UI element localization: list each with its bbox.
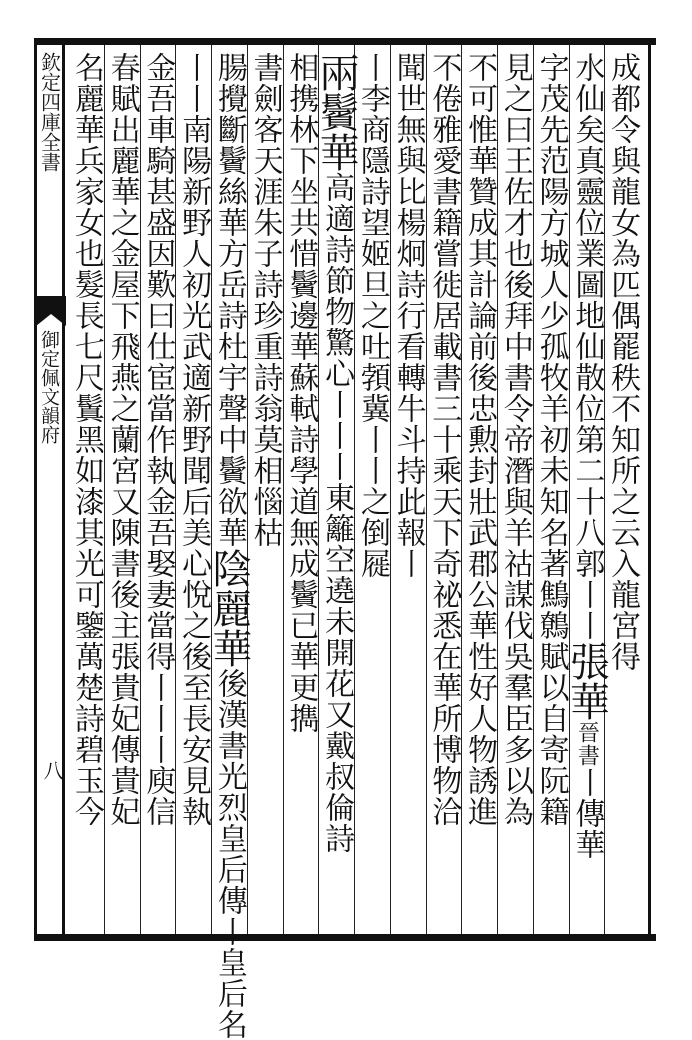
column-text: 腸攪斷鬢絲華方岳詩杜宇聲中鬢欲華 (211, 52, 247, 548)
column-text: 春賦出麗華之金屋下飛燕之蘭宮又陳書後主張貴妃傳貴妃 (104, 52, 140, 827)
source-note: 晉書 (574, 721, 600, 767)
column-text: 丨丨丨 (140, 672, 176, 765)
column-text: 丨 (390, 548, 426, 579)
column-text: 字茂先范陽方城人少孤牧羊初未知名著鷦鷯賦以自寄阮籍 (533, 52, 569, 827)
column-text: 丨傳華 (569, 767, 605, 860)
text-column-2 (563, 52, 610, 860)
column-text: 水仙矣真靈位業圖地仙散位第二十八郭 (569, 52, 605, 579)
column-text: 丨丨丨 (319, 389, 355, 482)
bottom-border (34, 934, 656, 941)
text-column-1 (602, 52, 642, 672)
text-column-13 (173, 52, 213, 827)
column-text: 丨丨南陽新野人初光武適新野聞后美心悅之後至長安見執 (176, 52, 212, 827)
column-text: 不可惟華贊成其計論前後忠勲封壯武郡公華性好人物誘進 (462, 52, 498, 827)
headword: 張華 (563, 641, 610, 721)
text-column-11 (245, 52, 285, 548)
headword: 兩鬢華 (313, 52, 360, 172)
column-text: 見之曰王佐才也後拜中書令帝潛與羊祜謀伐吳羣臣多以為 (497, 52, 533, 827)
text-column-9 (313, 52, 360, 854)
column-text: 金吾車騎甚盛因歎曰仕宦當作執金吾娶妻當得 (140, 52, 176, 672)
margin-title-text: 欽定四庫全書 (37, 52, 62, 172)
column-text: 高適詩節物驚心 (319, 172, 355, 389)
text-column-7 (388, 52, 428, 579)
column-text: 丨丨 (354, 424, 390, 486)
text-column-5 (459, 52, 499, 827)
left-outer-border (34, 38, 37, 941)
right-border (648, 38, 651, 941)
column-text: 書劍客天涯朱子詩珍重詩翁莫相惱枯 (247, 52, 283, 548)
column-text: 丨丨 (569, 579, 605, 641)
margin-title (35, 52, 63, 172)
fishtail-mark-icon (36, 296, 66, 326)
column-text: 不倦雅愛書籍嘗徙居載書三十乘天下奇祕悉在華所博物洽 (426, 52, 462, 827)
top-border (34, 38, 656, 45)
column-text: 丨皇后名 (211, 916, 247, 1040)
column-text: 聞世無與比楊炯詩行看轉牛斗持此報 (390, 52, 426, 548)
text-column-10 (280, 52, 320, 734)
text-column-12 (205, 52, 252, 1040)
column-text: 後漢書光烈皇后傳 (211, 668, 247, 916)
text-column-14 (137, 52, 177, 827)
text-column-3 (531, 52, 571, 827)
column-text: 庾信 (140, 765, 176, 827)
text-column-15 (102, 52, 142, 827)
column-text: 相携林下坐共惜鬢邊華蘇軾詩學道無成鬢已華更擕 (283, 52, 319, 734)
margin-book-title (35, 330, 63, 444)
text-column-16 (66, 52, 106, 827)
text-column-6 (423, 52, 463, 827)
page-number: 八 (40, 760, 64, 780)
headword: 陰麗華 (205, 548, 252, 668)
left-inner-border (62, 38, 65, 941)
column-text: 之倒屣 (354, 486, 390, 579)
column-text: 丨李商隱詩望姬旦之吐𩓐冀 (354, 52, 390, 424)
column-text: 成都令與龍女為匹偶罷秩不知所之云入龍宮得 (605, 52, 641, 672)
text-column-4 (495, 52, 535, 827)
column-text: 東籬空遶未開花又戴叔倫詩 (319, 482, 355, 854)
margin-book-title-text: 御定佩文韻府 (38, 330, 60, 444)
column-text: 名麗華兵家女也髮長七尺鬒黑如漆其光可鑒萬楚詩碧玉今 (68, 52, 104, 827)
